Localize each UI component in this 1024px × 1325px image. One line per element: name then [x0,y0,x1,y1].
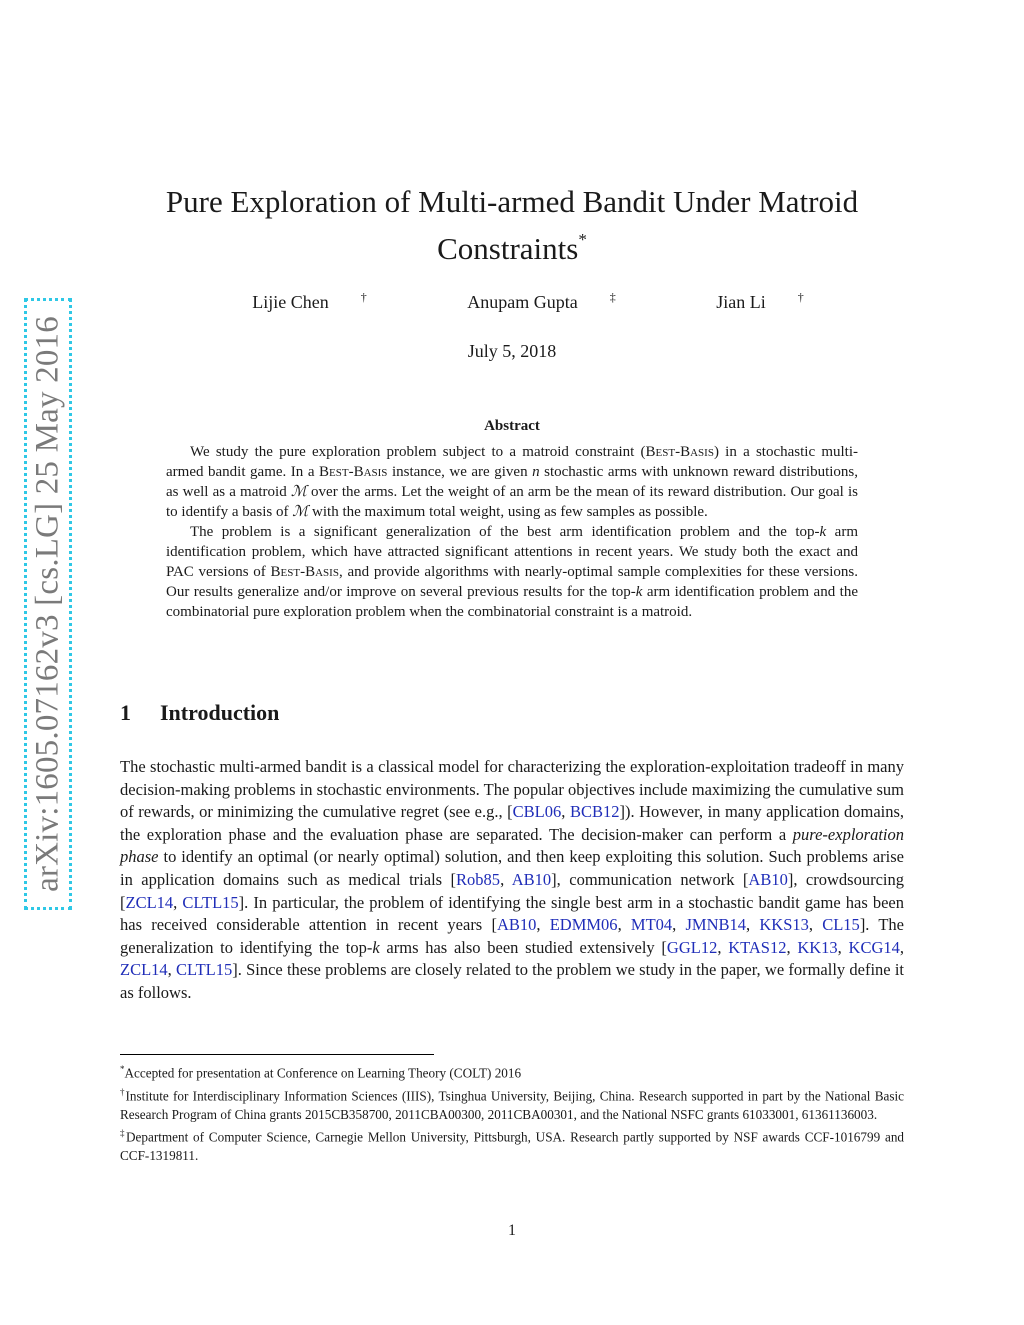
abstract-heading: Abstract [484,418,540,434]
math-var: ℳ [290,484,307,500]
math-var: ℳ [292,504,309,520]
citation-link[interactable]: KCG14 [848,937,900,957]
author-mark: † [797,290,804,304]
citation-link[interactable]: KKS13 [759,915,809,935]
author [220,292,366,312]
abstract-paragraph [166,442,858,522]
footnote [120,1124,904,1165]
author-mark: ‡ [609,290,616,304]
author-name: Anupam Gupta [467,292,578,312]
math-var: k [819,524,827,540]
author-mark: † [360,290,367,304]
title-footnote-mark: * [578,230,587,249]
text-run: stochastic arms with unknown reward distributions, as well as a matroid [166,464,858,500]
text-run: ], communication network [ [551,869,749,889]
citation-link[interactable]: KTAS12 [728,937,787,957]
arxiv-stamp[interactable] [24,298,72,910]
text-run: arm identification problem and the combinatorial pure exploration problem when the combinatorial constraint is a matroid. [166,584,858,620]
author [435,292,615,312]
page-number: 1 [508,1222,516,1239]
text-run: arm identification problem, which have attracted significant attentions in recent years. We study both the exact and PAC versions of [166,524,858,580]
citation-link[interactable]: EDMM06 [549,915,618,935]
text-run: ) in a stochastic multi-armed bandit game. In a [166,444,859,480]
text-run: over the arms. Let the weight of an arm be the mean of its reward distribution. Our goal is to identify a basis of [166,484,858,520]
text-run: instance, we are given [387,464,533,480]
text-run: ]. Since these problems are closely related to the problem we study in the paper, we formally define it as follows. [120,960,904,1002]
section-heading [120,700,279,726]
footnote [120,1083,904,1124]
title-text: Pure Exploration of Multi-armed Bandit Under Matroid Constraints [165,184,859,266]
citation-link[interactable]: BCB12 [569,802,620,822]
author-name: Lijie Chen [252,292,329,312]
text-run: We study the pure exploration problem subject to a matroid constraint ( [190,444,646,460]
footnote-text: Accepted for presentation at Conference on Learning Theory (COLT) 2016 [124,1065,522,1081]
author [684,292,804,312]
intro-paragraph: The stochastic multi-armed bandit is a classical model for characterizing the exploration-exploitation tradeoff in many decision-making problems in stochastic environments. The popular objectives include maximizing the cumulative sum of rewards, or minimizing the cumulative regret (see e.g., [CBL06, BCB12]). However, in many application domains, the exploration phase and the evaluation phase are separated. The decision-maker can perform a pure-exploration phase to identify an optimal (or nearly optimal) solution, and then keep exploiting this solution. Such problems arise in application domains such as medical trials [Rob85, AB10], communication network [AB10], crowdsourcing [ZCL14, CLTL15]. In particular, the problem of identifying the single best arm in a stochastic bandit game has been has received considerable attention in recent years [AB10, EDMM06, MT04, JMNB14, KKS13, CL15]. The generalization to identifying the top-k arms has also been studied extensively [GGL12, KTAS12, KK13, KCG14, ZCL14, CLTL15]. Since these problems are closely related to the problem we study in the paper, we formally define it as follows. [120,757,905,1002]
problem-name: Best-Basis [645,444,714,460]
footnote-text: Department of Computer Science, Carnegie Mellon University, Pittsburgh, USA. Research partly supported by NSF awards CCF-1016799 and CCF-1319811. [120,1129,905,1163]
math-var: k [372,937,380,957]
text-run: , and provide algorithms with nearly-optimal sample complexities for these versions. Our results generalize and/or improve on several previous results for the top- [166,564,858,600]
citation-link[interactable]: ZCL14 [125,892,174,912]
citation-link[interactable]: CBL06 [512,802,562,822]
citation-link[interactable]: AB10 [748,869,788,889]
paper-title [150,183,874,268]
paper-date: July 5, 2018 [467,341,557,361]
text-run: ]). However, in many application domains, the exploration phase and the evaluation phase are separated. The decision-maker can perform a [120,802,905,844]
footnote-mark: ‡ [120,1128,126,1138]
citation-link[interactable]: KK13 [797,937,838,957]
citation-link[interactable]: CLTL15 [182,892,239,912]
math-var: n [532,464,540,480]
footnotes [120,1060,904,1165]
footnote-divider [120,1054,434,1055]
footnote-mark: † [120,1086,126,1097]
author-list [0,290,1024,313]
text-run: The problem is a significant generalization of the best arm identification problem and the top- [190,524,820,540]
problem-name: Best-Basis [270,564,339,580]
citation-link[interactable]: CL15 [822,915,860,935]
citation-link[interactable]: AB10 [496,915,537,935]
citation-link[interactable]: ZCL14 [120,960,168,980]
math-var: k [635,584,643,600]
author-name: Jian Li [716,292,766,312]
citation-link[interactable]: MT04 [630,915,673,935]
arxiv-id: arXiv:1605.07162v3 [cs.LG] 25 May 2016 [29,316,66,892]
text-run: ], crowdsourcing [ [120,869,904,912]
footnote-mark: * [120,1064,125,1074]
footnote-text: Institute for Interdisciplinary Information Sciences (IIIS), Tsinghua University, Beijing, China. Research supported in part by the National Basic Research Program of China grants 2015CB358700, 2011CBA00300, 2011CBA00301, and the National NSFC grants 61033001, 61361136003. [120,1088,904,1122]
text-run: ]. In particular, the problem of identifying the single best arm in a stochastic bandit game has been has received considerable attention in recent years [ [120,892,905,935]
text-run: with the maximum total weight, using as few samples as possible. [308,504,708,520]
text-run: The stochastic multi-armed bandit is a classical model for characterizing the exploration-exploitation tradeoff in many decision-making problems in stochastic environments. The popular objectives include maximizing the cumulative sum of rewards, or minimizing the cumulative regret (see e.g., [ [120,757,904,822]
citation-link[interactable]: CLTL15 [176,960,233,980]
footnote [120,1060,904,1083]
abstract-paragraph [166,522,858,622]
text-run: ]. The generalization to identifying the top- [120,915,905,957]
citation-link[interactable]: AB10 [511,869,552,889]
problem-name: Best-Basis [319,464,388,480]
section-title: Introduction [160,700,280,725]
text-run: to identify an optimal (or nearly optimal) solution, and then keep exploiting this solution. Such problems arise in application domains such as medical trials [ [120,847,904,889]
citation-link[interactable]: JMNB14 [685,915,747,935]
text-run: arms has also been studied extensively [ [379,937,667,957]
citation-link[interactable]: GGL12 [666,937,718,957]
abstract [166,442,858,622]
section-number: 1 [120,700,131,725]
emphasis: pure-exploration phase [120,824,904,867]
citation-link[interactable]: Rob85 [456,869,501,889]
